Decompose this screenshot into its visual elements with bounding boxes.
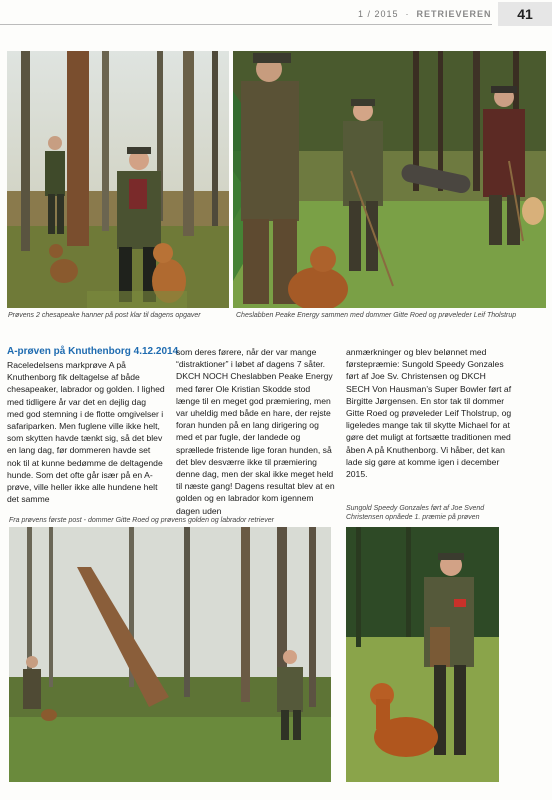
photo-first-post-forest: [9, 527, 331, 782]
caption-photo-3: Fra prøvens første post - dommer Gitte Roed og prøvens golden og labrador retriever: [9, 517, 274, 524]
header-issue-line: 1 / 2015 · RETRIEVEREN: [358, 9, 492, 19]
article-column-1: [7, 359, 165, 505]
photo-sungold-golden: [346, 527, 499, 782]
article-column-3: [346, 346, 512, 480]
article-column-2: [176, 346, 336, 517]
article-column-2-text: som deres førere, når der var mange “distraktioner” i løbet af dagens 7 såter. DKCH NOCH Cheslabben Peake Energy med fører Ole Kristian Skodde stod længe til en meget god præmiering, men var uheldig med både en hare, der rejste foran hunden på en lang dirigering og med et par fugle, der landede og sprællede fristende lige foran hunden, så det blev desværre ikke til præmiering denne dag, men der skal ikke meget held til næste gang! Dagens resultat blev at en golden og en labrador kom igennem dagen uden: [176, 347, 335, 516]
issue-label: 1 / 2015: [358, 9, 399, 19]
caption-photo-2: Cheslabben Peake Energy sammen med dommer Gitte Roed og prøveleder Leif Tholstrup: [236, 312, 517, 319]
article-column-1-text: Raceledelsens markprøve A på Knuthenborg fik deltagelse af både chesapeaker, labrador og golden. I lighed med tidligere år var det en dejlig dag med god stemning i de flotte omgivelser i safariparken. Men fuglene ville ikke helt, som skytten havde tænkt sig, så det blev en lang dag, før dommeren havde set nok til at kunne bedømme de deltagende hunde. Som det ofte går især på en A-prøve, ville heller ikke alle hundene helt det samme: [7, 360, 165, 505]
photo-cheslabben-judge: [233, 51, 546, 308]
caption-photo-4: Sungold Speedy Gonzales ført af Joe Svend Christensen opnåede 1. præmie på prøven: [346, 505, 485, 521]
article-column-3-text: anmærkninger og blev belønnet med førstepræmie: Sungold Speedy Gonzales ført af Joe Sv. Christensen og DKCH SECH Von Hausman’s Super Bowler ført af Birgitte Jørgensen. En stor tak til dommer Gitte Roed og prøveleder Leif Tholstrup, og ligeledes mange tak til skytte Michael for at gøre det muligt at fortsætte traditionen med åben A på Knuthenborg. Vi håber, det kan lade sig gøre at komme igen i december 2015.: [346, 347, 512, 480]
caption-photo-1: Prøvens 2 chesapeake hanner på post klar til dagens opgaver: [8, 312, 201, 319]
section-label: RETRIEVEREN: [416, 9, 492, 19]
header-rule: [0, 24, 492, 25]
article-title: A-prøven på Knuthenborg 4.12.2014: [7, 346, 179, 357]
page-number: 41: [498, 2, 552, 26]
photo-chesapeake-handlers: [7, 51, 229, 308]
